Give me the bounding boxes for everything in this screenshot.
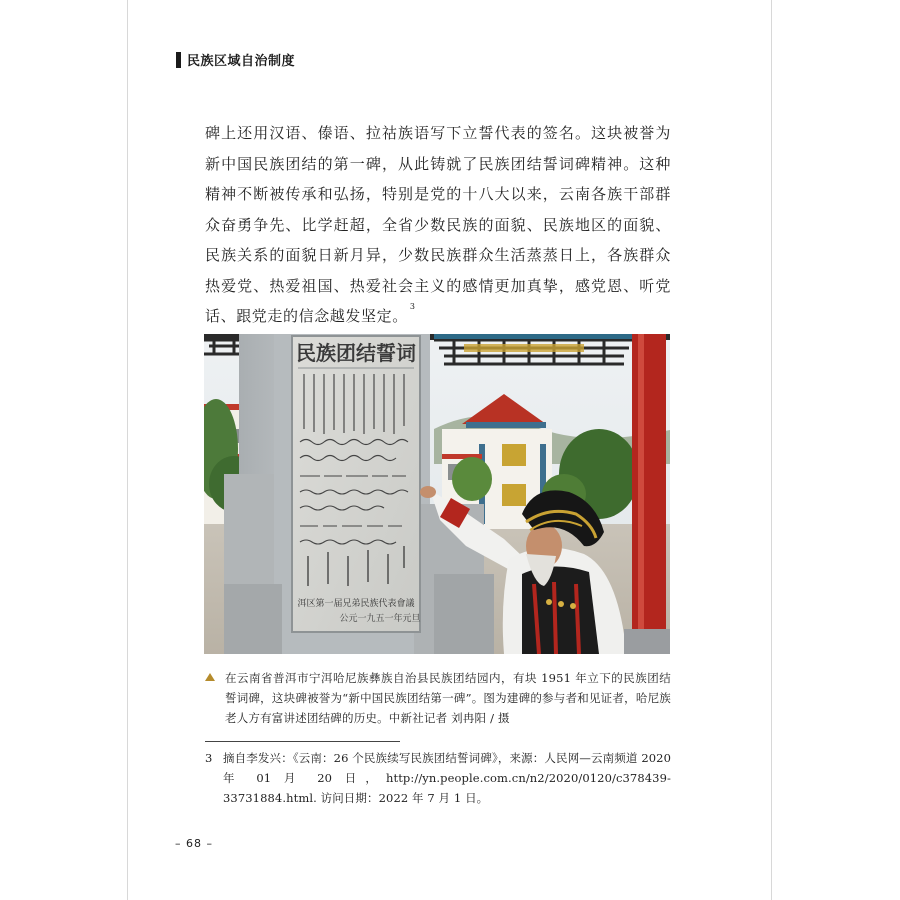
stele-title: 民族团结誓词 <box>296 341 416 365</box>
caption-text: 在云南省普洱市宁洱哈尼族彝族自治县民族团结园内，有块 1951 年立下的民族团结誓词碑，这块碑被誉为“新中国民族团结第一碑”。图为建碑的参与者和见证者，哈尼族老人方有富讲述团结碑的历史。中新社记者 刘冉阳 / 摄 <box>225 671 671 725</box>
running-header <box>176 50 295 69</box>
footnote-text: 摘自李发兴：《云南：26 个民族续写民族团结誓词碑》，来源：人民网—云南频道 2020 年 01 月 20 日，http://yn.people.com.cn/n2/2020/0120/c378439-33731884.html. 访问日期：2022 年 7 月 1 日。 <box>223 751 671 805</box>
footnote-divider <box>205 741 400 742</box>
book-page <box>127 0 772 900</box>
footnote <box>205 748 671 808</box>
photo-caption <box>205 668 671 728</box>
photo-illustration <box>204 334 670 654</box>
header-title: 民族区域自治制度 <box>187 54 296 69</box>
body-paragraph-text: 碑上还用汉语、傣语、拉祜族语写下立誓代表的签名。这块被誉为新中国民族团结的第一碑，从此铸就了民族团结誓词碑精神。这种精神不断被传承和弘扬，特别是党的十八大以来，云南各族干部群众奋勇争先、比学赶超，全省少数民族的面貌、民族地区的面貌、民族关系的面貌日新月异，少数民族群众生活蒸蒸日上，各族群众热爱党、热爱祖国、热爱社会主义的感情更加真挚，感党恩、听党话、跟党走的信念越发坚定。 <box>205 124 671 325</box>
caption-triangle-icon <box>205 673 215 681</box>
body-paragraph <box>205 118 671 332</box>
photo-stele <box>204 334 670 654</box>
stele-bottom-line: 洱区第一届兄弟民族代表會議 <box>297 599 415 609</box>
header-bar-marker <box>176 52 181 68</box>
footnote-reference: 3 <box>409 302 416 311</box>
stele-date: 公元一九五一年元旦 <box>339 614 421 624</box>
footnote-number: 3 <box>205 751 213 765</box>
page-number: – 68 – <box>175 837 213 850</box>
